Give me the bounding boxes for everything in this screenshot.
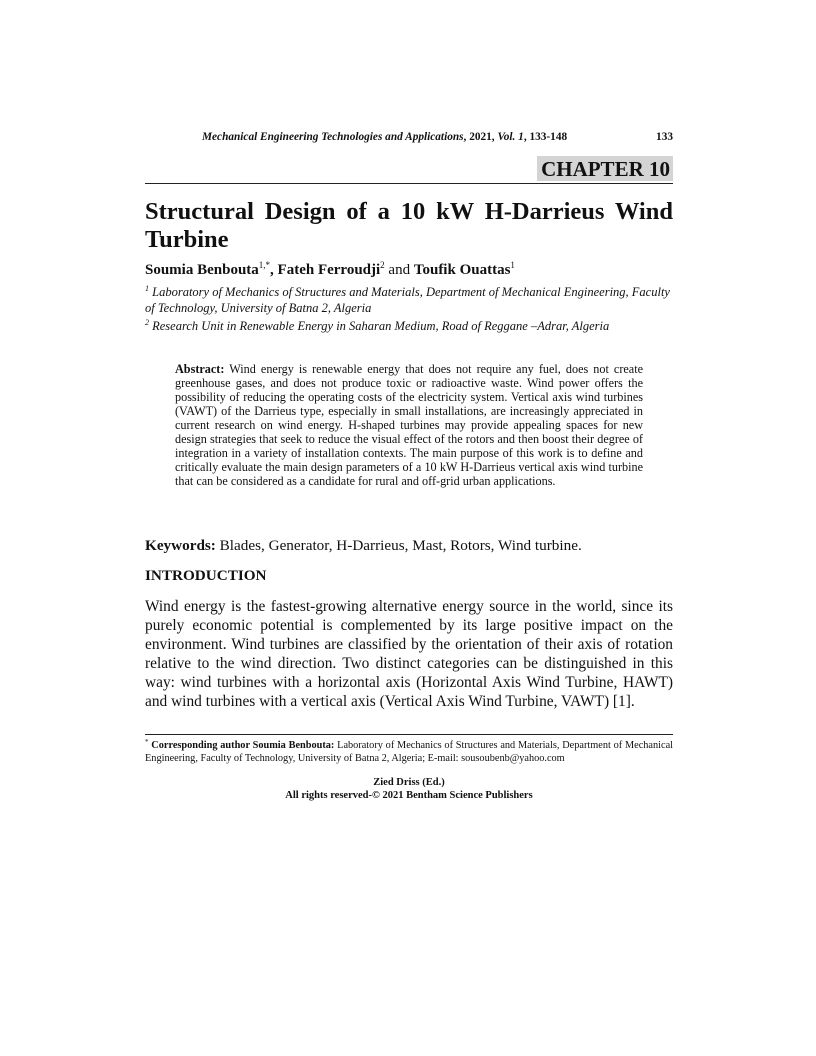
page-number: 133 — [656, 131, 673, 143]
affiliations — [145, 284, 673, 336]
abstract-text: Wind energy is renewable energy that does not require any fuel, does not create greenhouse gases, and does not produce toxic or radioactive waste. Wind power offers the possibility of reducing the operating costs of the electricity system. Vertical axis wind turbines (VAWT) of the Darrieus type, especially in small installations, are increasingly appreciated in current research on wind energy. H-shaped turbines may provide appealing spaces for new design strategies that seek to reduce the visual effect of the rotors and then boost their degree of integration in a variety of installation contexts. The main purpose of this work is to define and critically evaluate the main design parameters of a 10 kW H-Darrieus vertical axis wind turbine that can be considered as a candidate for rural and off-grid urban applications. — [175, 362, 643, 488]
affiliation — [145, 284, 673, 316]
intro-paragraph: Wind energy is the fastest-growing alternative energy source in the world, since its purely economic potential is complemented by its large positive impact on the environment. Wind turbines are classified by the orientation of their axis of rotation relative to the wind direction. Two distinct categories can be distinguished in this way: wind turbines with a horizontal axis (Horizontal Axis Wind Turbine, HAWT) and wind turbines with a vertical axis (Vertical Axis Wind Turbine, VAWT) [1]. — [145, 598, 673, 710]
keywords-text: Blades, Generator, H-Darrieus, Mast, Rotors, Wind turbine. — [219, 537, 582, 554]
journal-volume: Vol. 1 — [497, 131, 524, 143]
abstract-label: Abstract: — [175, 362, 225, 376]
abstract — [175, 362, 643, 488]
footnote-marker: * — [145, 738, 149, 746]
chapter-label: CHAPTER 10 — [537, 156, 673, 181]
affiliation-text: Laboratory of Mechanics of Structures and Materials, Department of Mechanical Engineering, Faculty of Technology, University of Batna 2, Algeria — [145, 285, 670, 315]
footnote-text: Laboratory of Mechanics of Structures and Materials, Department of Mechanical Engineering, Faculty of Technology, University of Batna 2, Algeria; E-mail: sousoubenb@yahoo.com — [145, 740, 674, 764]
editor-line: Zied Driss (Ed.) — [373, 777, 445, 788]
paper-title: Structural Design of a 10 kW H-Darrieus Wind Turbine — [145, 198, 673, 253]
author-affil-marker: 1,* — [258, 260, 271, 270]
affiliation-text: Research Unit in Renewable Energy in Saharan Medium, Road of Reggane –Adrar, Algeria — [152, 319, 610, 333]
copyright-line: All rights reserved-© 2021 Bentham Science Publishers — [285, 790, 533, 801]
footnote-label: Corresponding author Soumia Benbouta: — [151, 740, 335, 751]
keywords — [145, 537, 673, 555]
journal-pages: , 133-148 — [523, 131, 568, 143]
affiliation-marker: 1 — [145, 284, 149, 293]
chapter-banner — [145, 156, 673, 181]
journal-year: , 2021, — [463, 131, 498, 143]
footnote-rule — [145, 734, 673, 735]
author-name: Soumia Benbouta — [145, 262, 259, 278]
author-list — [145, 261, 673, 279]
author-name: Toufik Ouattas — [413, 262, 511, 278]
chapter-rule — [145, 183, 673, 184]
author-affil-marker: 1 — [510, 260, 515, 270]
keywords-label: Keywords: — [145, 537, 216, 554]
author-name: Fateh Ferroudji — [277, 262, 381, 278]
journal-name: Mechanical Engineering Technologies and Applications — [202, 131, 464, 143]
section-heading: INTRODUCTION — [145, 567, 267, 584]
author-separator: , — [270, 262, 278, 278]
affiliation-marker: 2 — [145, 318, 149, 327]
author-separator: and — [384, 262, 414, 278]
footnote — [145, 739, 673, 765]
affiliation — [145, 318, 673, 334]
author-affil-marker: 2 — [380, 260, 385, 270]
